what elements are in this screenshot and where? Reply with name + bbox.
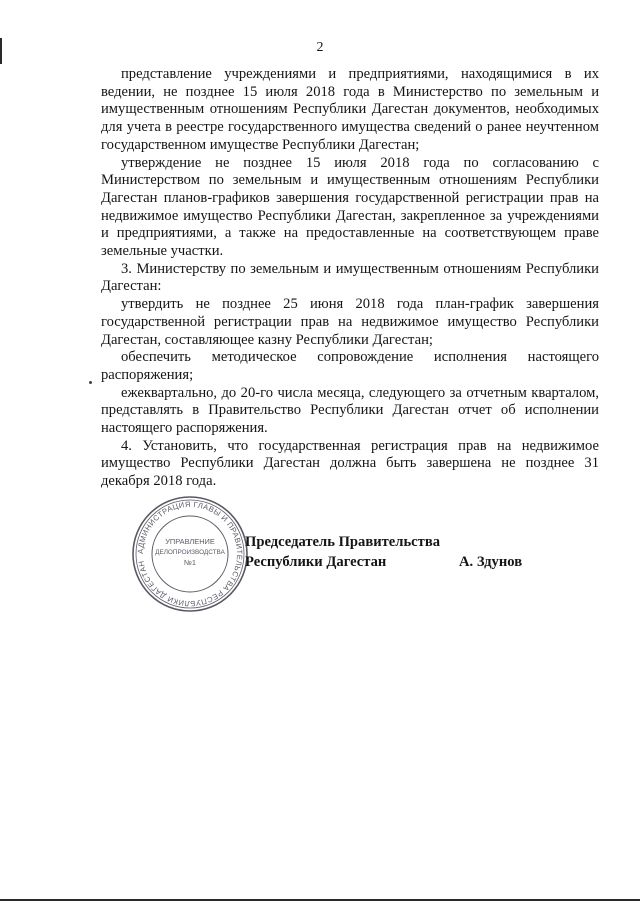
svg-text:ДЕЛОПРОИЗВОДСТВА: ДЕЛОПРОИЗВОДСТВА xyxy=(155,549,225,556)
signatory-position xyxy=(245,532,440,572)
paragraph-2: утверждение не позднее 15 июля 2018 года по согласованию с Министерством по земельным и имущественным отношениям Республики Дагестан планов-графиков завершения государственной регистрации прав на недвижимое имущество Республики Дагестан, закрепленное за учреждениями и предприятиями, а также на предоставленные на соответствующем праве земельные участки. xyxy=(101,154,599,260)
signatory-name: А. Здунов xyxy=(459,554,523,570)
document-body xyxy=(101,66,599,491)
paragraph-7: 4. Установить, что государственная регистрация прав на недвижимое имущество Республики Дагестан должна быть завершена не позднее 31 декабря 2018 года. xyxy=(101,437,599,490)
paragraph-6: ежеквартально, до 20-го числа месяца, следующего за отчетным кварталом, представлять в Правительство Республики Дагестан отчет об исполнении настоящего распоряжения. xyxy=(101,384,599,437)
paragraph-1: представление учреждениями и предприятиями, находящимися в их ведении, не позднее 15 июля 2018 года в Министерство по земельным и имущественным отношениям Республики Дагестан документов, необходимых для учета в реестре государственного имущества сведений о ранее неучтенном государственном имуществе Республики Дагестан; xyxy=(101,66,599,153)
svg-text:АДМИНИСТРАЦИЯ ГЛАВЫ И ПРАВИТЕЛ: АДМИНИСТРАЦИЯ ГЛАВЫ И ПРАВИТЕЛЬСТВА РЕСПУБЛИКИ ДАГЕСТАН xyxy=(135,499,245,609)
page-number: 2 xyxy=(316,40,324,55)
svg-text:№1: №1 xyxy=(183,558,197,567)
scan-bottom-edge xyxy=(0,899,640,901)
paragraph-4: утвердить не позднее 25 июня 2018 года план-график завершения государственной регистрации прав на недвижимое имущество Республики Дагестан, составляющее казну Республики Дагестан; xyxy=(101,296,599,348)
signature-block xyxy=(0,532,640,592)
signatory-position-line-1: Председатель Правительства xyxy=(245,534,441,550)
svg-text:УПРАВЛЕНИЕ: УПРАВЛЕНИЕ xyxy=(165,537,215,546)
signatory-position-line-2: Республики Дагестан xyxy=(245,554,387,570)
scan-speck xyxy=(89,381,92,384)
paragraph-5: обеспечить методическое сопровождение исполнения настоящего распоряжения; xyxy=(101,349,599,383)
paragraph-3: 3. Министерству по земельным и имущественным отношениям Республики Дагестан: xyxy=(101,260,599,295)
